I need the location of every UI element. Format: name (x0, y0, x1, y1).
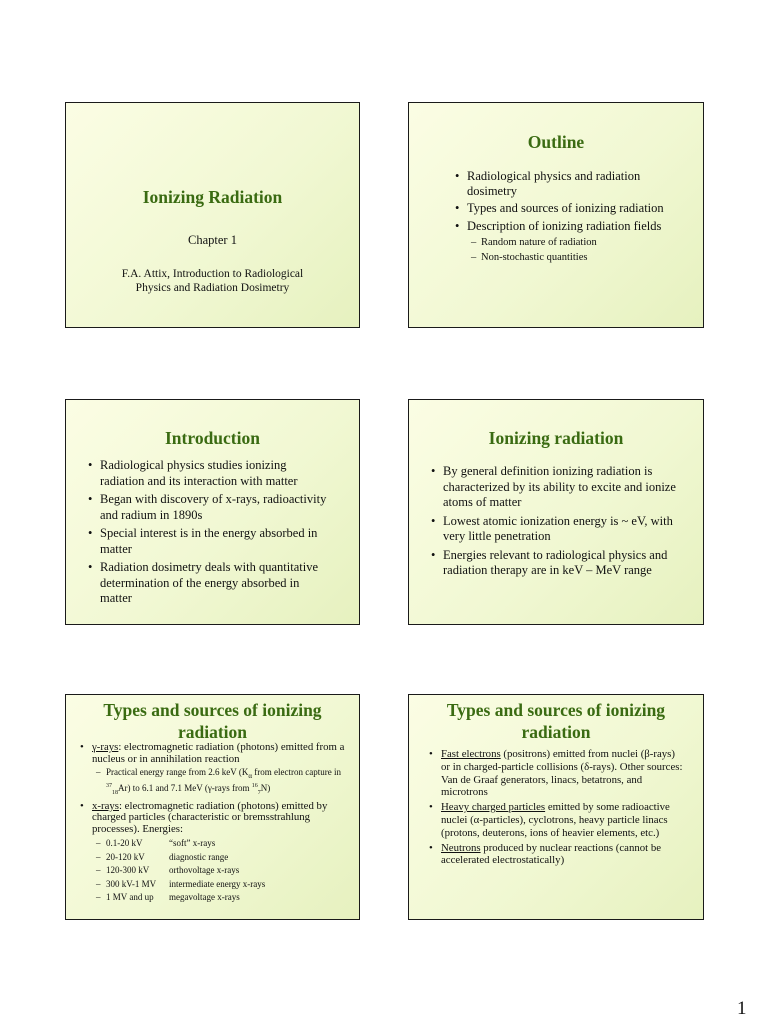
sub-bullet-list (471, 235, 689, 265)
bullet-text: : electromagnetic radiation (photons) emitted by charged particles (characteristic or bremsstrahlung processes). Energies: (92, 799, 328, 835)
slide-heading: Introduction (165, 428, 260, 448)
bullet-item: • By general definition ionizing radiation is characterized by its ability to excite and ionize atoms of matter (431, 464, 681, 511)
slide-ionizing-radiation (408, 399, 704, 625)
energy-table (96, 837, 345, 905)
bullet-list (455, 169, 689, 265)
bullet-item: • Radiation dosimetry deals with quantitative determination of the energy absorbed in matter (88, 560, 329, 607)
bullet-list (431, 464, 681, 579)
bullet-item (429, 842, 685, 868)
bullet-item (429, 748, 685, 799)
sub-bullet-item: – Practical energy range from 2.6 keV ($K_\alpha$ from electron capture in $^{37}_{18}$Ar) to 6.1 and 7.1 MeV (γ-rays from $^{16}_7$N) (96, 767, 345, 799)
energy-row: – 120-300 kV orthovoltage x-rays (96, 864, 345, 878)
term-neutrons: Neutrons (441, 841, 481, 854)
slide-types-sources-2 (408, 694, 704, 920)
energy-row: – 0.1-20 kV “soft” x-rays (96, 837, 345, 851)
slide-title-heading: Ionizing Radiation (142, 187, 283, 207)
bullet-text: (positrons) emitted from nuclei (β-rays) or in charged-particle collisions (δ-rays). Other sources: Van de Graaf generators, linacs, betatrons, and microtrons (441, 748, 683, 799)
reference-line: Physics and Radiation Dosimetry (135, 282, 290, 294)
term-fast-electrons: Fast electrons (441, 748, 501, 760)
bullet-item: • Types and sources of ionizing radiation (455, 201, 689, 216)
bullet-list (88, 458, 329, 607)
bullet-item (429, 801, 685, 839)
bullet-item: • Lowest atomic ionization energy is ~ eV, with very little penetration (431, 514, 681, 545)
slide-types-sources-1 (65, 694, 360, 920)
reference-line: F.A. Attix, Introduction to Radiological (121, 268, 304, 280)
slide-outline (408, 102, 704, 328)
bullet-item: • Radiological physics and radiation dosimetry (455, 169, 689, 198)
slide-heading: Types and sources of ionizing radiation (103, 700, 322, 742)
bullet-text: produced by nuclear reactions (cannot be accelerated electrostatically) (441, 841, 662, 867)
bullet-item (455, 219, 689, 266)
sub-bullet-list (96, 767, 345, 799)
bullet-item: • Radiological physics studies ionizing radiation and its interaction with matter (88, 458, 329, 489)
bullet-item-xrays (80, 801, 345, 905)
bullet-item-gamma (80, 742, 345, 799)
bullet-item: • Special interest is in the energy absorbed in matter (88, 526, 329, 557)
bullet-text: emitted by some radioactive nuclei (α-particles), cyclotrons, heavy particle linacs (protons, deuterons, ions of heavier elements, etc.) (441, 801, 670, 839)
bullet-item: • Energies relevant to radiological physics and radiation therapy are in keV – MeV range (431, 548, 681, 579)
term-x-rays: x-rays (92, 799, 119, 812)
slide-title (65, 102, 360, 328)
page-number: 1 (737, 998, 747, 1019)
bullet-text: Description of ionizing radiation fields (467, 218, 662, 233)
slide-heading: Ionizing radiation (488, 428, 624, 448)
bullet-item: • Began with discovery of x-rays, radioactivity and radium in 1890s (88, 492, 329, 523)
slide-subtitle: Chapter 1 (188, 233, 237, 247)
term-heavy-charged-particles: Heavy charged particles (441, 801, 546, 814)
slide-reference (66, 267, 359, 295)
energy-row: – 20-120 kV diagnostic range (96, 851, 345, 865)
slide-heading: Types and sources of ionizing radiation (446, 700, 666, 742)
term-gamma-rays: γ-rays (92, 741, 119, 753)
bullet-text: : electromagnetic radiation (photons) emitted from a nucleus or in annihilation reaction (92, 741, 345, 765)
energy-row: – 300 kV-1 MV intermediate energy x-rays (96, 878, 345, 892)
bullet-list (80, 742, 345, 905)
sub-bullet-item: – Random nature of radiation (471, 235, 689, 250)
slide-heading: Outline (527, 132, 585, 152)
energy-row: – 1 MV and up megavoltage x-rays (96, 891, 345, 905)
sub-bullet-item: – Non-stochastic quantities (471, 250, 689, 265)
bullet-list (429, 748, 685, 867)
slide-introduction (65, 399, 360, 625)
